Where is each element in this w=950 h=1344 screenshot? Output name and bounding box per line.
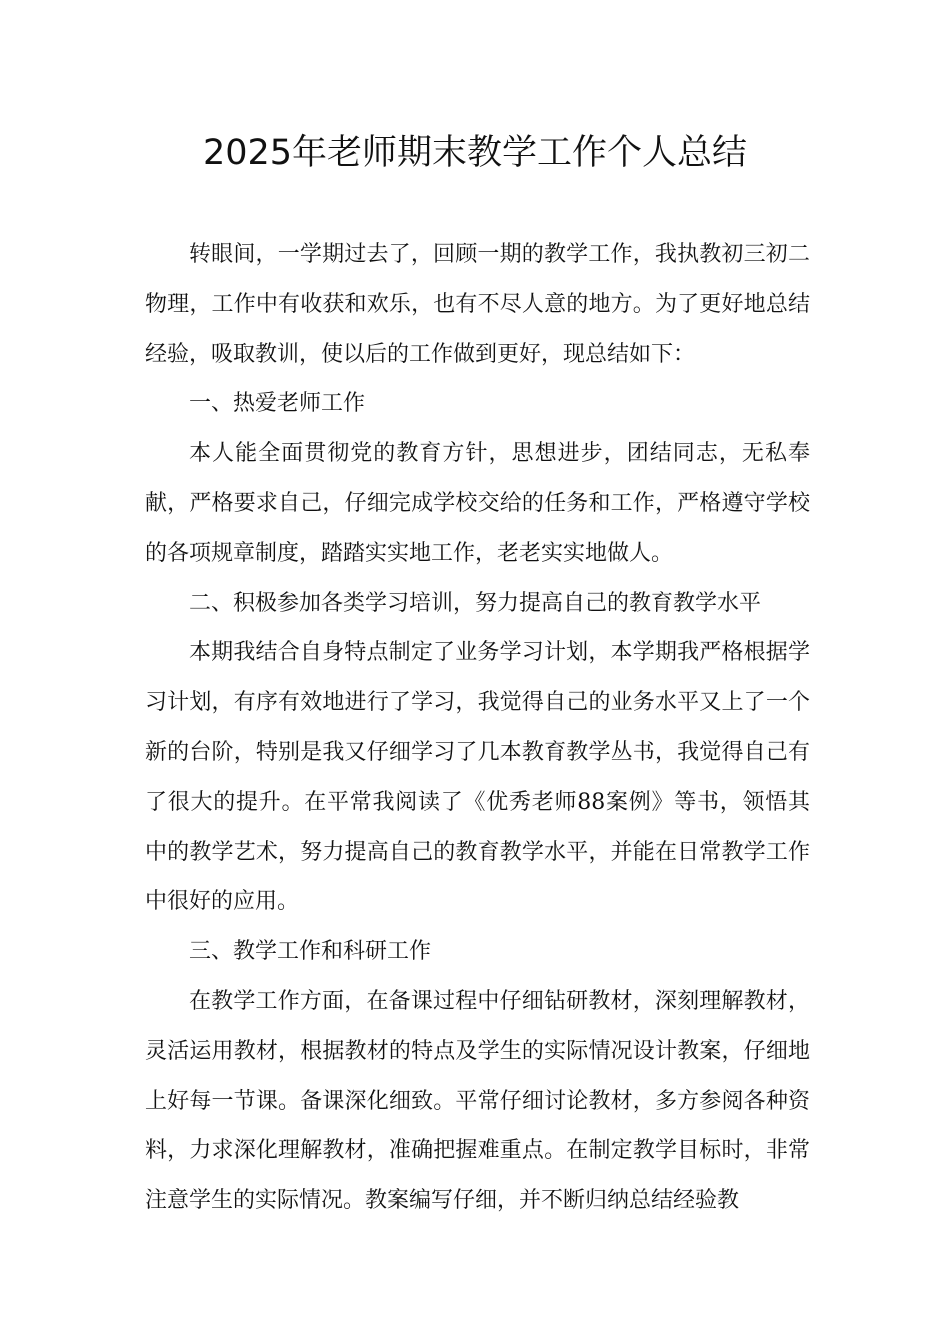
paragraph-intro: 转眼间，一学期过去了，回顾一期的教学工作，我执教初三初二物理，工作中有收获和欢乐，也有不尽人意的地方。为了更好地总结经验，吸取教训，使以后的工作做到更好，现总结如下：: [145, 242, 810, 367]
document-body: [145, 230, 810, 1226]
paragraph-section-3: 在教学工作方面，在备课过程中仔细钻研教材，深刻理解教材，灵活运用教材，根据教材的特点及学生的实际情况设计教案，仔细地上好每一节课。备课深化细致。平常仔细讨论教材，多方参阅各种资料，力求深化理解教材，准确把握难重点。在制定教学目标时，非常注意学生的实际情况。教案编写仔细，并不断归纳总结经验教: [145, 988, 810, 1214]
document-title: 2025年老师期末教学工作个人总结: [202, 133, 748, 173]
section-heading-2: 二、积极参加各类学习培训，努力提高自己的教育教学水平: [189, 590, 762, 616]
paragraph-section-2: 本期我结合自身特点制定了业务学习计划，本学期我严格根据学习计划，有序有效地进行了学习，我觉得自己的业务水平又上了一个新的台阶，特别是我又仔细学习了几本教育教学丛书，我觉得自己有了很大的提升。在平常我阅读了《优秀老师88案例》等书，领悟其中的教学艺术，努力提高自己的教育教学水平，并能在日常教学工作中很好的应用。: [145, 640, 810, 915]
section-heading-3: 三、教学工作和科研工作: [189, 939, 432, 965]
paragraph-section-1: 本人能全面贯彻党的教育方针，思想进步，团结同志，无私奉献，严格要求自己，仔细完成学校交给的任务和工作，严格遵守学校的各项规章制度，踏踏实实地工作，老老实实地做人。: [145, 441, 810, 566]
section-heading-1: 一、热爱老师工作: [189, 391, 366, 417]
